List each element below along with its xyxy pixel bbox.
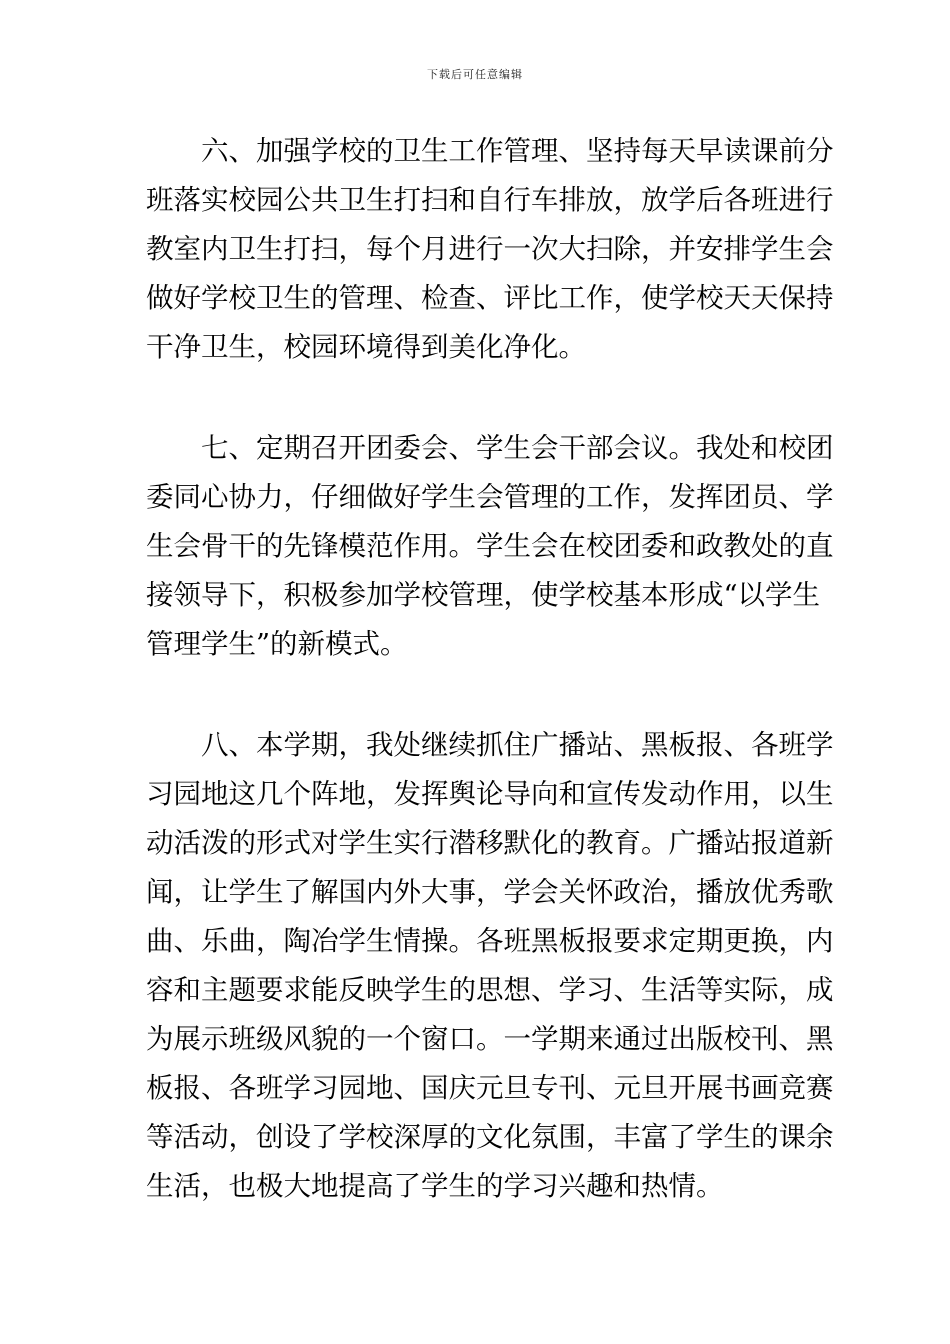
paragraph-line: 教室内卫生打扫，每个月进行一次大扫除，并安排学生会 <box>146 233 834 265</box>
paragraph-line: 曲、乐曲，陶冶学生情操。各班黑板报要求定期更换，内 <box>146 925 834 957</box>
paragraph-line: 容和主题要求能反映学生的思想、学习、生活等实际，成 <box>146 974 834 1006</box>
paragraph-line: 七、定期召开团委会、学生会干部会议。我处和校团 <box>201 432 834 464</box>
paragraph-line: 闻，让学生了解国内外大事，学会关怀政治，播放优秀歌 <box>146 876 834 908</box>
paragraph-line: 干净卫生，校园环境得到美化净化。 <box>146 331 586 363</box>
paragraph-line: 习园地这几个阵地，发挥舆论导向和宣传发动作用，以生 <box>146 778 834 810</box>
paragraph-line: 做好学校卫生的管理、检查、评比工作，使学校天天保持 <box>146 282 834 314</box>
paragraph-line: 动活泼的形式对学生实行潜移默化的教育。广播站报道新 <box>146 827 834 859</box>
paragraph-line: 生活，也极大地提高了学生的学习兴趣和热情。 <box>146 1170 724 1202</box>
paragraph-line: 管理学生”的新模式。 <box>146 628 408 660</box>
paragraph-line: 等活动，创设了学校深厚的文化氛围，丰富了学生的课余 <box>146 1121 834 1153</box>
paragraph-line: 接领导下，积极参加学校管理，使学校基本形成“以学生 <box>146 579 821 611</box>
paragraph-line: 六、加强学校的卫生工作管理、坚持每天早读课前分 <box>201 135 834 167</box>
paragraph-line: 生会骨干的先锋模范作用。学生会在校团委和政教处的直 <box>146 530 834 562</box>
paragraph-line: 委同心协力，仔细做好学生会管理的工作，发挥团员、学 <box>146 481 834 513</box>
header-note: 下载后可任意编辑 <box>427 68 523 81</box>
paragraph-line: 八、本学期，我处继续抓住广播站、黑板报、各班学 <box>201 729 834 761</box>
paragraph-line: 班落实校园公共卫生打扫和自行车排放，放学后各班进行 <box>146 184 834 216</box>
paragraph-line: 为展示班级风貌的一个窗口。一学期来通过出版校刊、黑 <box>146 1023 834 1055</box>
paragraph-line: 板报、各班学习园地、国庆元旦专刊、元旦开展书画竞赛 <box>146 1072 834 1104</box>
